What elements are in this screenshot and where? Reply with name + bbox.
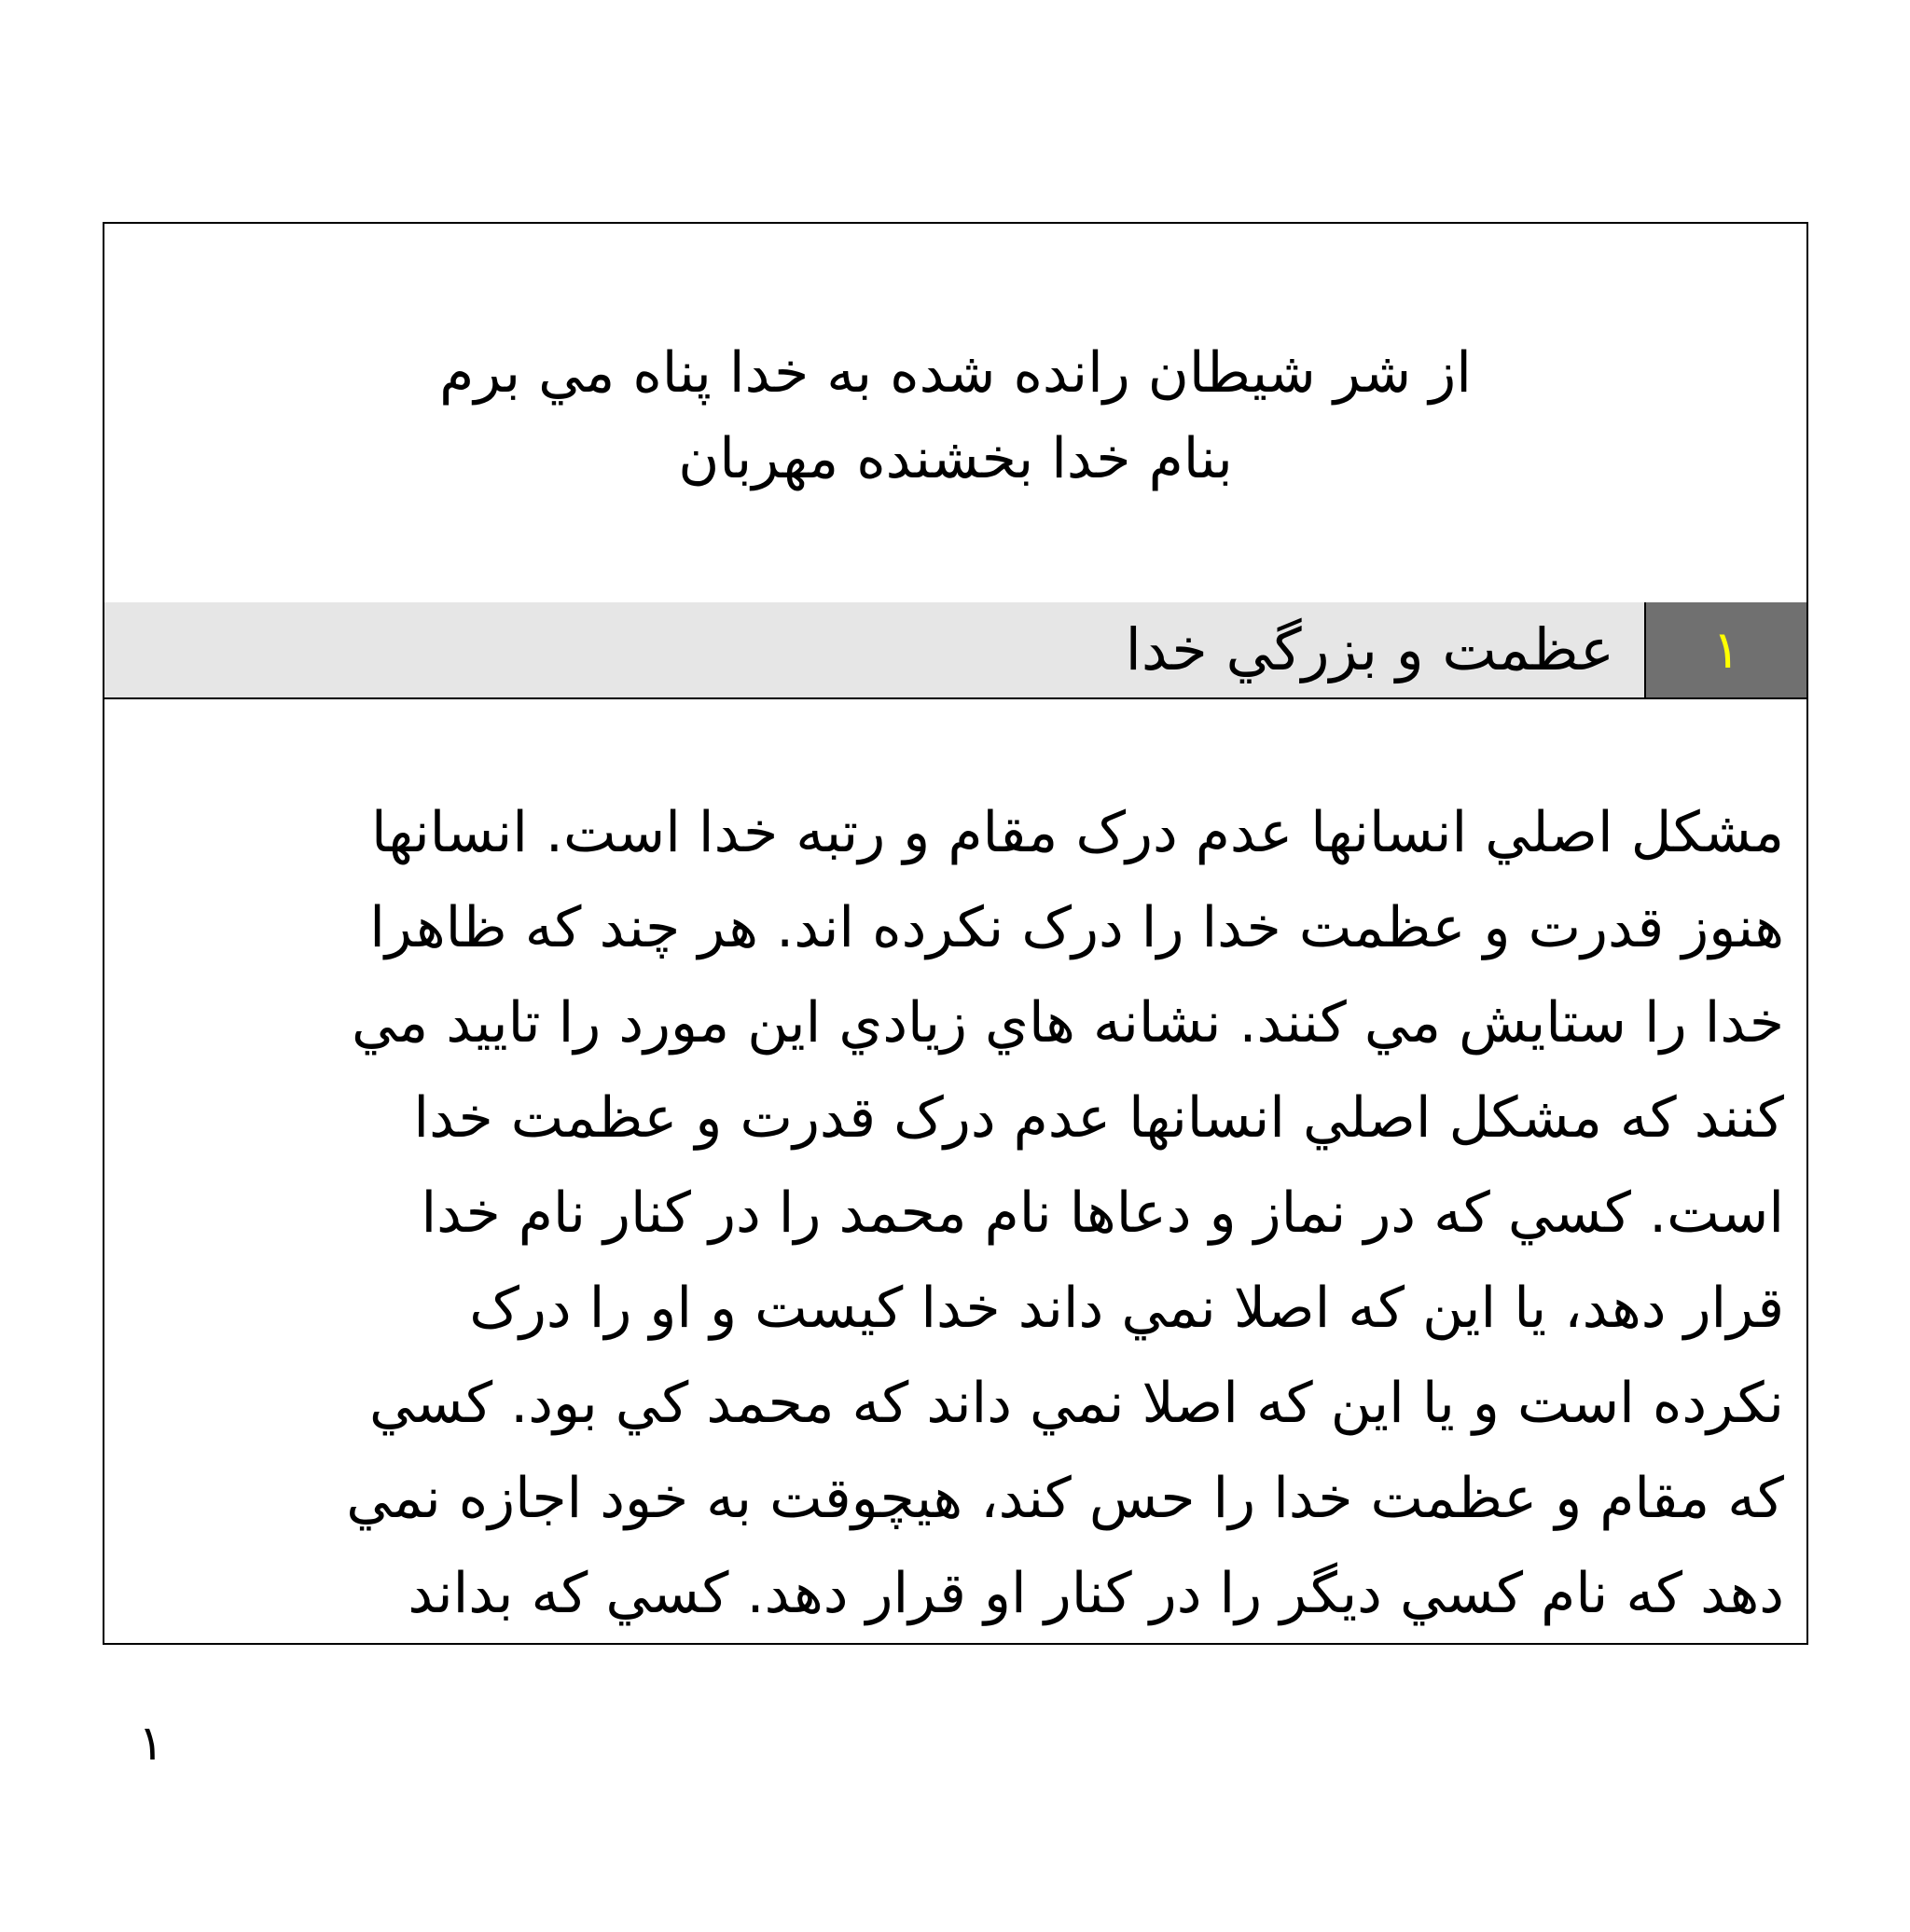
body-line: دهد که نام کسي ديگر را در کنار او قرار دهد. کسي که بداند xyxy=(408,1561,1784,1626)
body-line: که مقام و عظمت خدا را حس کند، هيچوقت به خود اجازه نمي xyxy=(346,1466,1784,1531)
body-line: کنند که مشکل اصلي انسانها عدم درک قدرت و عظمت خدا xyxy=(413,1085,1784,1151)
header-line-refuge: از شر شيطان رانده شده به خدا پناه مي برم xyxy=(439,340,1472,406)
body-line: خدا را ستايش مي کنند. نشانه هاي زيادي اين مورد را تاييد مي xyxy=(352,990,1784,1056)
page-number: ١ xyxy=(138,1716,164,1772)
body-line: قرار دهد، يا اين که اصلا نمي داند خدا کيست و او را درک xyxy=(469,1276,1784,1341)
body-line: است. کسي که در نماز و دعاها نام محمد را در کنار نام خدا xyxy=(421,1180,1784,1246)
body-paragraph xyxy=(104,699,1806,1643)
section-number: ١ xyxy=(1644,602,1806,697)
header-box xyxy=(104,224,1806,604)
section-bar xyxy=(104,602,1806,699)
body-line: مشکل اصلي انسانها عدم درک مقام و رتبه خدا است. انسانها xyxy=(371,800,1784,865)
content-frame xyxy=(103,222,1808,1645)
body-line: نکرده است و يا اين که اصلا نمي داند که محمد کي بود. کسي xyxy=(369,1371,1784,1436)
header-line-bismillah: بنام خدا بخشنده مهربان xyxy=(678,426,1233,491)
section-title: عظمت و بزرگي خدا xyxy=(1125,615,1614,683)
body-line: هنوز قدرت و عظمت خدا را درک نکرده اند. هر چند که ظاهرا xyxy=(369,895,1784,960)
